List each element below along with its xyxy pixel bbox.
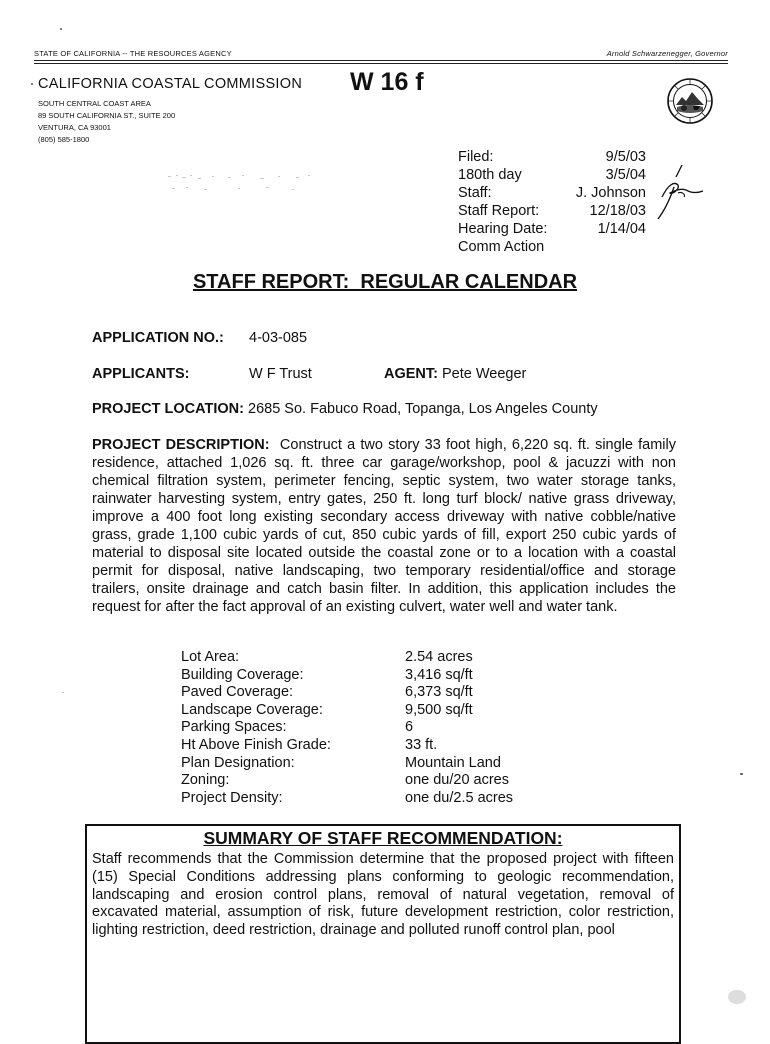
stat-label: Lot Area:	[181, 649, 240, 665]
description-text: Construct a two story 33 foot high, 6,220 sq. ft. single family residence, attached 1,026 sq. ft. three car garage/workshop, pool & jacuzzi with non chemical filtration system, perimeter fencing, septic system, two water storage tanks, rainwater harvesting system, entry gates, 250 ft. long turf block/ native grass driveway, improve a 400 foot long existing secondary access driveway with native cobble/native grass, grade 1,100 cubic yards of cut, 850 cubic yards of fill, export 250 cubic yards of material to disposal site located outside the coastal zone or to a location with a coastal permit for disposal, native landscaping, two temporary residential/office and storage trailers, onsite drainage and catch basin filter. In addition, this application includes the request for after the fact approval of an existing culvert, water well and water tank.	[92, 437, 677, 615]
agenda-item-number: W 16 f	[350, 68, 424, 96]
stat-value: 33 ft.	[405, 736, 438, 753]
stat-value: one du/2.5 acres	[405, 789, 514, 806]
stat-label: Plan Designation:	[181, 754, 295, 771]
project-location	[92, 401, 598, 417]
stat-value: 9,500 sq/ft	[405, 701, 473, 718]
scan-artifact	[168, 172, 318, 194]
stat-value: Mountain Land	[405, 754, 501, 771]
applicants-value: W F Trust	[249, 366, 312, 382]
header-rule-top	[34, 60, 728, 61]
stat-label: Landscape Coverage:	[181, 701, 323, 718]
filing-label: Staff:	[458, 185, 492, 201]
agent-label: AGENT:	[384, 366, 438, 382]
application-value: 4-03-085	[249, 330, 308, 346]
report-title-text: STAFF REPORT: REGULAR CALENDAR	[192, 271, 578, 293]
filing-label: Hearing Date:	[458, 221, 548, 237]
scan-speck	[740, 773, 743, 775]
scan-speck	[728, 990, 746, 1004]
filing-value: 3/5/04	[605, 167, 646, 183]
location-value: 2685 So. Fabuco Road, Topanga, Los Angeles County	[248, 401, 598, 417]
office-address	[38, 98, 175, 146]
filing-label: Staff Report:	[458, 203, 540, 219]
stat-value: 6	[405, 719, 414, 736]
stat-value: 6,373 sq/ft	[405, 684, 473, 701]
stat-label: Building Coverage:	[181, 666, 304, 683]
stat-label: Ht Above Finish Grade:	[181, 736, 331, 753]
scan-speck	[31, 83, 33, 85]
stat-value: 3,416 sq/ft	[405, 666, 473, 683]
filing-value: 12/18/03	[589, 203, 646, 219]
filing-value: 9/5/03	[605, 149, 646, 165]
stat-label: Parking Spaces:	[181, 719, 287, 736]
filing-label: 180th day	[458, 167, 522, 183]
stat-value: 2.54 acres	[405, 649, 473, 665]
agent	[384, 366, 526, 382]
scan-speck	[60, 28, 62, 30]
filing-value: J. Johnson	[575, 185, 646, 201]
description-label: PROJECT DESCRIPTION:	[92, 437, 270, 453]
project-description	[92, 436, 676, 616]
summary-text: Staff recommends that the Commission determine that the proposed project with fifteen (15) Special Conditions addressing plans conforming to geologic recommendation, landscaping and erosion control plans, removal of natural vegetation, removal of excavated material, assumption of risk, future development restriction, color restriction, lighting restriction, deed restriction, drainage and polluted runoff control plan, pool	[92, 851, 674, 939]
address-line: VENTURA, CA 93001	[38, 123, 111, 132]
filing-value: 1/14/04	[597, 221, 646, 237]
agent-value: Pete Weeger	[442, 366, 527, 382]
commission-name: CALIFORNIA COASTAL COMMISSION	[38, 76, 303, 92]
location-label: PROJECT LOCATION:	[92, 401, 244, 417]
stat-label: Project Density:	[181, 789, 283, 806]
address-line: 89 SOUTH CALIFORNIA ST., SUITE 200	[38, 111, 176, 120]
state-agency: STATE OF CALIFORNIA -- THE RESOURCES AGENCY	[34, 49, 232, 58]
address-line: SOUTH CENTRAL COAST AREA	[38, 99, 151, 108]
filing-label: Filed:	[458, 149, 494, 165]
governor-name: Arnold Schwarzenegger, Governor	[606, 49, 728, 58]
handwritten-initials	[612, 163, 704, 221]
state-seal-icon	[667, 78, 713, 124]
scan-speck	[62, 692, 64, 693]
applicants-label: APPLICANTS:	[92, 366, 190, 382]
filing-label: Comm Action	[458, 239, 545, 255]
address-line: (805) 585-1800	[38, 135, 90, 144]
header-rule-bottom	[34, 63, 728, 64]
application-number	[92, 330, 224, 346]
summary-title: SUMMARY OF STAFF RECOMMENDATION:	[203, 828, 563, 848]
stat-label: Paved Coverage:	[181, 684, 294, 701]
stat-value: one du/20 acres	[405, 772, 509, 789]
application-label: APPLICATION NO.:	[92, 330, 224, 346]
report-title	[0, 271, 770, 294]
stat-label: Zoning:	[181, 772, 230, 789]
